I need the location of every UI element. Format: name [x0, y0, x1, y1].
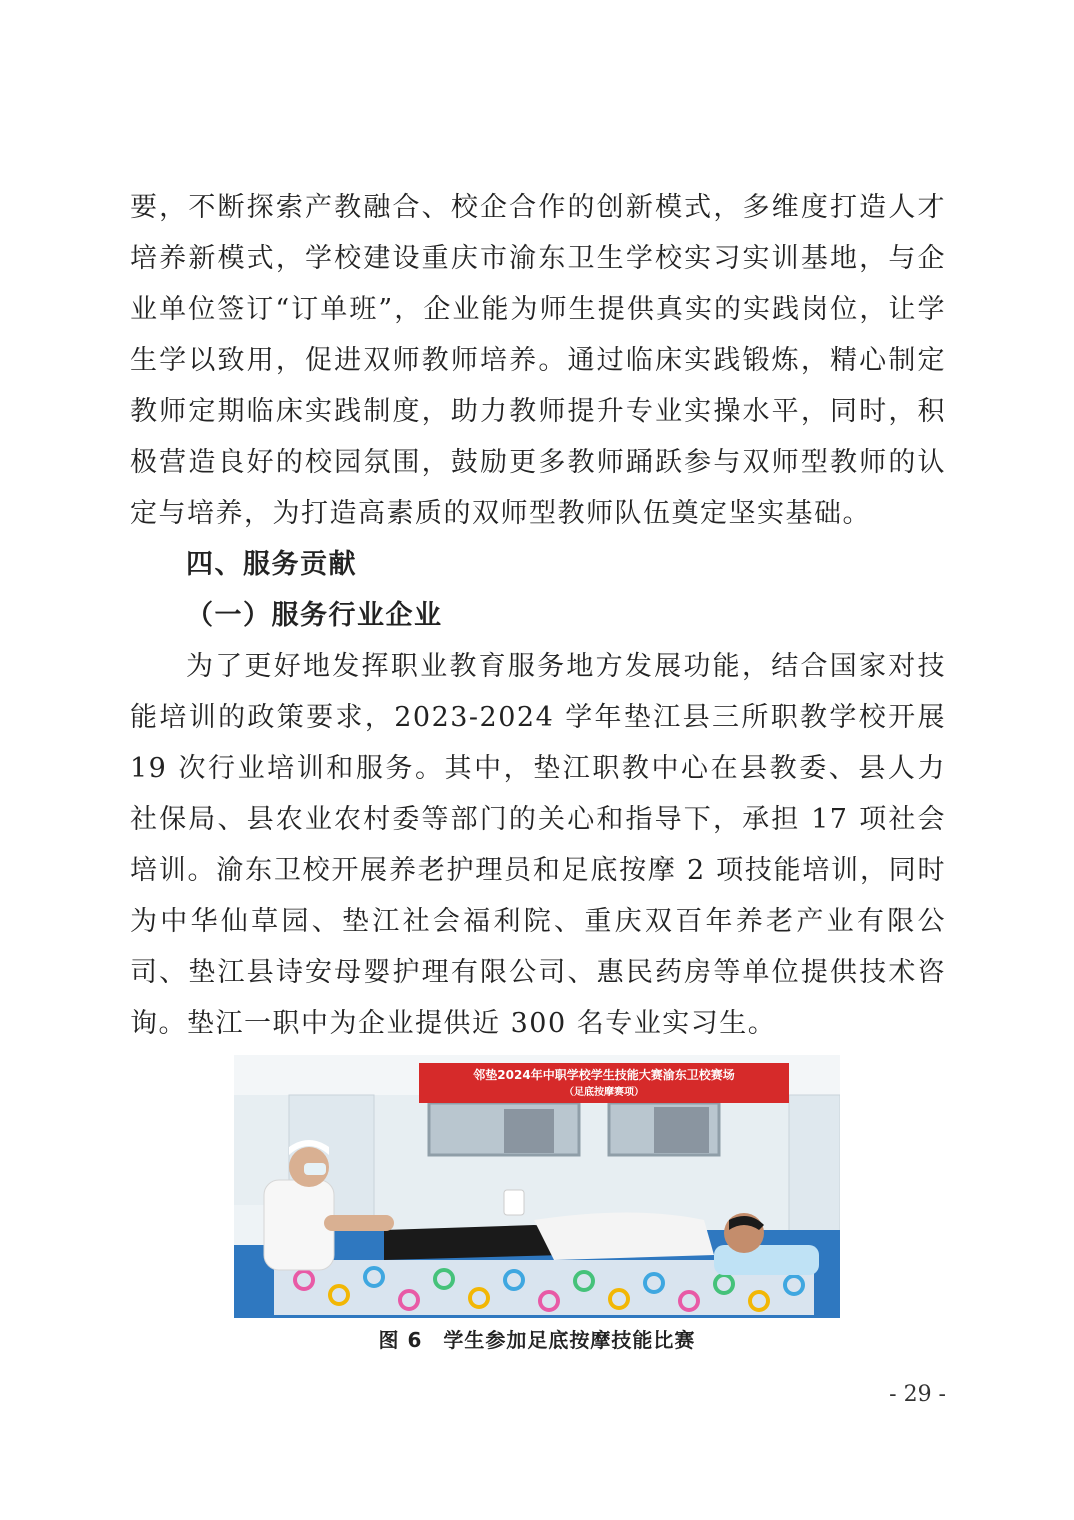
subsection-heading: （一）服务行业企业 [186, 600, 443, 631]
competition-photo [234, 1055, 840, 1318]
page-number: - 29 - [889, 1382, 946, 1407]
banner-line2: （足底按摩赛项） [564, 1087, 644, 1098]
banner-line1: 邻垫2024年中职学校学生技能大赛渝东卫校赛场 [473, 1068, 735, 1082]
figure-caption: 图 6 学生参加足底按摩技能比赛 [378, 1328, 696, 1352]
paragraph-1: 要，不断探索产教融合、校企合作的创新模式，多维度打造人才培养新模式，学校建设重庆市渝东卫生学校实习实训基地，与企业单位签订“订单班”，企业能为师生提供真实的实践岗位，让学生学以致用，促进双师教师培养。通过临床实践锻炼，精心制定教师定期临床实践制度，助力教师提升专业实操水平，同时，积极营造良好的校园氛围，鼓励更多教师踊跃参与双师型教师的认定与培养，为打造高素质的双师型教师队伍奠定坚实基础。 [130, 192, 946, 529]
section-heading: 四、服务贡献 [186, 549, 357, 580]
body-text [130, 182, 946, 1049]
paragraph-2: 为了更好地发挥职业教育服务地方发展功能，结合国家对技能培训的政策要求，2023-2024 学年垫江县三所职教学校开展 19 次行业培训和服务。其中，垫江职教中心在县教委、县人力社保局、县农业农村委等部门的关心和指导下，承担 17 项社会培训。渝东卫校开展养老护理员和足底按摩 2 项技能培训，同时为中华仙草园、垫江社会福利院、重庆双百年养老产业有限公司、垫江县诗安母婴护理有限公司、惠民药房等单位提供技术咨询。垫江一职中为企业提供近 300 名专业实习生。 [130, 651, 946, 1039]
